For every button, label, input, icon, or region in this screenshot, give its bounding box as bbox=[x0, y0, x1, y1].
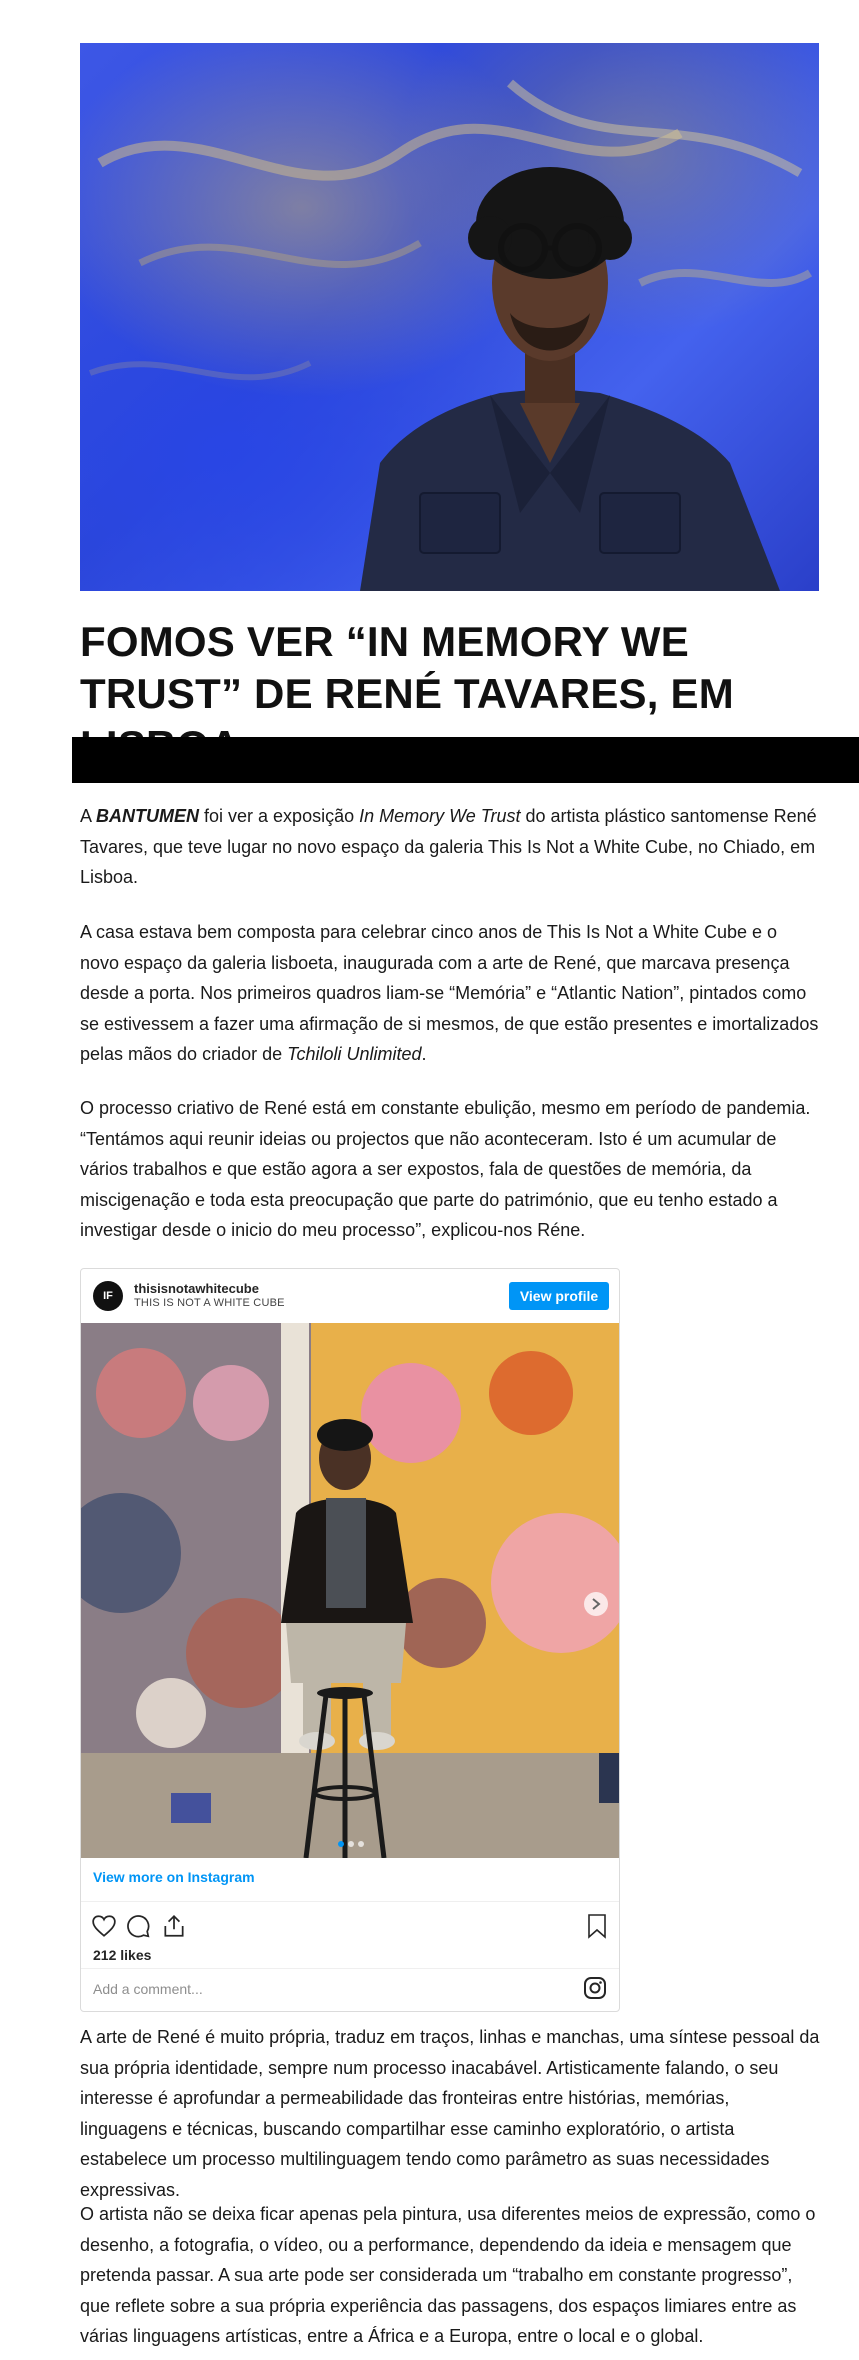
paragraph-text-run: A bbox=[80, 806, 97, 826]
instagram-header bbox=[81, 1269, 619, 1323]
paragraph-text-run: Tchiloli Unlimited bbox=[287, 1044, 422, 1064]
comment-input[interactable]: Add a comment... bbox=[93, 1981, 203, 1997]
paragraph-text-run: O artista não se deixa ficar apenas pela pintura, usa diferentes meios de expressão, como o desenho, a fotografia, o vídeo, ou a performance, dependendo da ideia e mensagem que pretenda passar. A sua arte pode ser considerada um “trabalho em constante progresso”, que reflete sobre a sua própria experiência das passagens, dos espaços limiares entre as várias linguagens artísticas, entre a África e a Europa, entre o local e o global. bbox=[80, 2204, 816, 2346]
paragraph-text-run: In Memory We Trust bbox=[359, 806, 521, 826]
instagram-logo-icon[interactable] bbox=[583, 1976, 607, 2000]
view-profile-button[interactable]: View profile bbox=[509, 1282, 609, 1310]
bookmark-icon[interactable] bbox=[585, 1913, 609, 1939]
view-more-link[interactable]: View more on Instagram bbox=[93, 1869, 255, 1885]
paragraph-text-run: BANTUMEN bbox=[96, 806, 200, 826]
share-icon[interactable] bbox=[161, 1913, 187, 1939]
divider bbox=[81, 1968, 619, 1969]
heart-icon[interactable] bbox=[91, 1913, 117, 1939]
comment-icon[interactable] bbox=[125, 1913, 151, 1939]
avatar[interactable]: IF bbox=[93, 1281, 123, 1311]
paragraph-text-run: foi ver a exposição bbox=[199, 806, 360, 826]
divider bbox=[81, 1901, 619, 1902]
hero-image bbox=[80, 43, 819, 591]
instagram-photo[interactable] bbox=[81, 1323, 619, 1858]
paragraph-text-run: A arte de René é muito própria, traduz em traços, linhas e manchas, uma síntese pessoal da sua própria identidade, sempre num processo inacabável. Artisticamente falando, o seu interesse é aprofundar a permeabilidade das fronteiras entre histórias, memórias, linguagens e técnicas, buscando compartilhar esse caminho exploratório, o artista estabelece um processo multilinguagem tendo como parâmetro as suas necessidades expressivas. bbox=[80, 2027, 820, 2200]
instagram-embed bbox=[80, 1268, 620, 2012]
redaction-bar bbox=[536, 737, 859, 783]
carousel-next-icon[interactable] bbox=[583, 1591, 609, 1617]
article-paragraph bbox=[80, 2199, 820, 2352]
redaction-bar bbox=[72, 737, 549, 783]
article-title: FOMOS VER “IN MEMORY WE TRUST” DE RENÉ TAVARES, EM bbox=[80, 618, 734, 717]
article-paragraph bbox=[80, 801, 820, 893]
article-paragraph bbox=[80, 1093, 820, 1246]
likes-count: 212 likes bbox=[93, 1947, 152, 1963]
paragraph-text-run: O processo criativo de René está em constante ebulição, mesmo em período de pandemia. “Tentámos aqui reunir ideias ou projectos que não aconteceram. Isto é um acumular de vários trabalhos e que estão agora a ser expostos, fala de questões de memória, da miscigenação e toda esta preocupação que parte do património, que eu tenho estado a investigar desde o inicio do meu processo”, explicou-nos Réne. bbox=[80, 1098, 811, 1240]
instagram-username[interactable]: thisisnotawhitecube bbox=[134, 1281, 259, 1296]
article-paragraph bbox=[80, 2022, 820, 2205]
paragraph-text-run: A casa estava bem composta para celebrar cinco anos de This Is Not a White Cube e o novo espaço da galeria lisboeta, inaugurada com a arte de René, que marcava presença desde a porta. Nos primeiros quadros liam-se “Memória” e “Atlantic Nation”, pintados como se estivessem a fazer uma afirmação de si mesmos, de que estão presentes e imortalizados pelas mãos do criador de bbox=[80, 922, 819, 1064]
paragraph-text-run: . bbox=[421, 1044, 427, 1064]
instagram-account-name: THIS IS NOT A WHITE CUBE bbox=[134, 1297, 285, 1309]
instagram-actions bbox=[81, 1906, 619, 1946]
paragraph-text-run: do artista plástico santomense René Tavares, que teve lugar no novo espaço da galeria This Is Not a White Cube, no Chiado, em Lisboa. bbox=[80, 806, 817, 887]
article-paragraph bbox=[80, 917, 820, 1070]
